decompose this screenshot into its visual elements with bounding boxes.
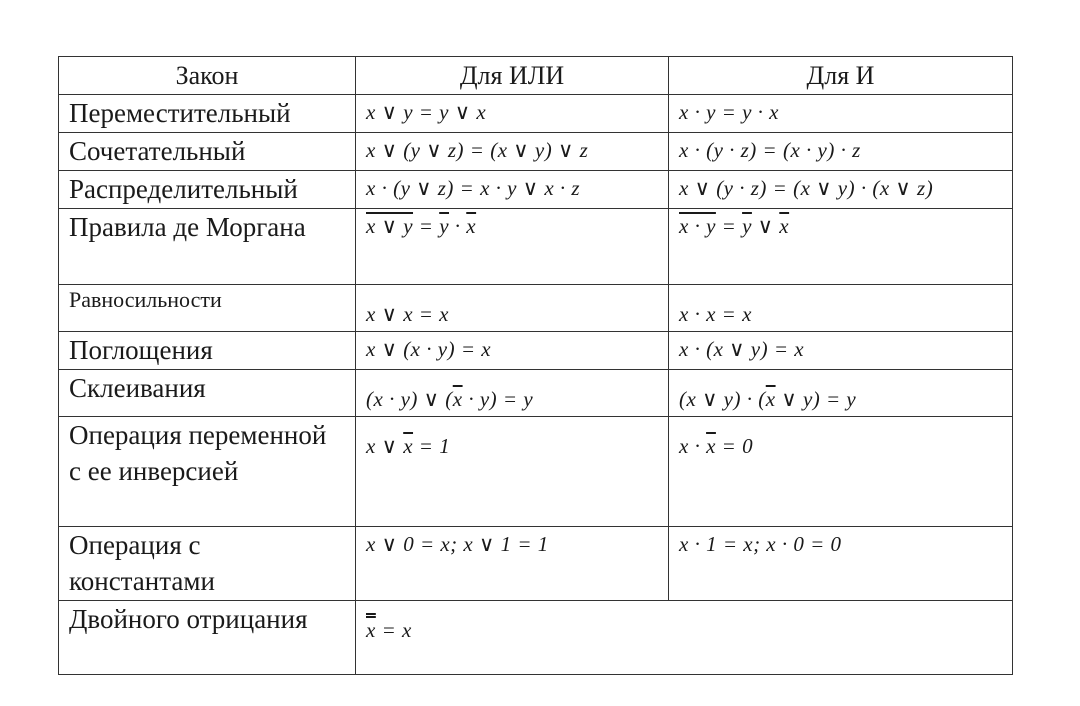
formula-part: (x ∨ y) · (	[679, 387, 766, 411]
header-or: Для ИЛИ	[356, 57, 669, 95]
table-header-row	[59, 57, 1013, 95]
table-row	[59, 370, 1013, 417]
and-formula: x ∨ (y · z) = (x ∨ y) · (x ∨ z)	[669, 171, 1013, 209]
or-formula	[356, 370, 669, 417]
or-formula: x ∨ (y ∨ z) = (x ∨ y) ∨ z	[356, 133, 669, 171]
and-formula: x · 1 = x; x · 0 = 0	[669, 527, 1013, 601]
negated-term: $\overline{x}$	[403, 434, 414, 458]
table-row	[59, 209, 1013, 285]
table-row	[59, 332, 1013, 370]
table-row	[59, 417, 1013, 527]
negated-term: $\overline{y}$	[439, 214, 450, 238]
header-law: Закон	[59, 57, 356, 95]
law-name: Равносильности	[59, 285, 356, 332]
negated-term: $\overline{x}$	[765, 387, 776, 411]
formula-part: ∨	[751, 214, 780, 238]
and-formula: x · x = x	[669, 285, 1013, 332]
negated-term: x ∨ y	[366, 214, 414, 238]
table-row	[59, 171, 1013, 209]
table-row	[59, 133, 1013, 171]
formula-part: (x · y) ∨ (	[366, 387, 453, 411]
law-name: Операция переменной с ее инверсией	[59, 417, 356, 527]
and-formula	[669, 209, 1013, 285]
laws-table	[58, 56, 1013, 675]
or-formula: x · (y ∨ z) = x · y ∨ x · z	[356, 171, 669, 209]
or-formula: x ∨ (x · y) = x	[356, 332, 669, 370]
formula-part: =	[413, 214, 440, 238]
negated-term: $\overline{x}$	[779, 214, 790, 238]
formula-part: x ·	[679, 434, 707, 458]
negated-term: $\overline{x}$	[706, 434, 716, 458]
law-name: Переместительный	[59, 95, 356, 133]
table-row	[59, 601, 1013, 675]
formula-part: x ∨	[366, 434, 404, 458]
formula-part: = x	[375, 618, 412, 642]
double-negated-term: x	[366, 618, 376, 642]
law-name: Правила де Моргана	[59, 209, 356, 285]
formula-part: ∨ y) = y	[775, 387, 857, 411]
table-row	[59, 527, 1013, 601]
or-formula: x ∨ x = x	[356, 285, 669, 332]
and-formula: x · (y · z) = (x · y) · z	[669, 133, 1013, 171]
and-formula: x · y = y · x	[669, 95, 1013, 133]
law-name: Склеивания	[59, 370, 356, 417]
formula-part: ·	[449, 214, 467, 238]
law-name: Операция с константами	[59, 527, 356, 601]
table-row	[59, 95, 1013, 133]
and-formula	[669, 370, 1013, 417]
table-row	[59, 285, 1013, 332]
or-formula	[356, 601, 1013, 675]
law-name: Двойного отрицания	[59, 601, 356, 675]
and-formula: x · (x ∨ y) = x	[669, 332, 1013, 370]
or-formula	[356, 209, 669, 285]
negated-term: $\overline{x}$	[452, 387, 463, 411]
law-name: Сочетательный	[59, 133, 356, 171]
header-and: Для И	[669, 57, 1013, 95]
or-formula	[356, 417, 669, 527]
negated-term: $\overline{x}$	[466, 214, 477, 238]
negated-term: $\overline{y}$	[742, 214, 752, 238]
formula-part: = 0	[715, 434, 754, 458]
or-formula: x ∨ y = y ∨ x	[356, 95, 669, 133]
or-formula: x ∨ 0 = x; x ∨ 1 = 1	[356, 527, 669, 601]
formula-part: =	[715, 214, 743, 238]
formula-part: = 1	[413, 434, 451, 458]
law-name: Поглощения	[59, 332, 356, 370]
law-name: Распределительный	[59, 171, 356, 209]
negated-term: x · y	[679, 214, 716, 238]
formula-part: · y) = y	[462, 387, 534, 411]
and-formula	[669, 417, 1013, 527]
